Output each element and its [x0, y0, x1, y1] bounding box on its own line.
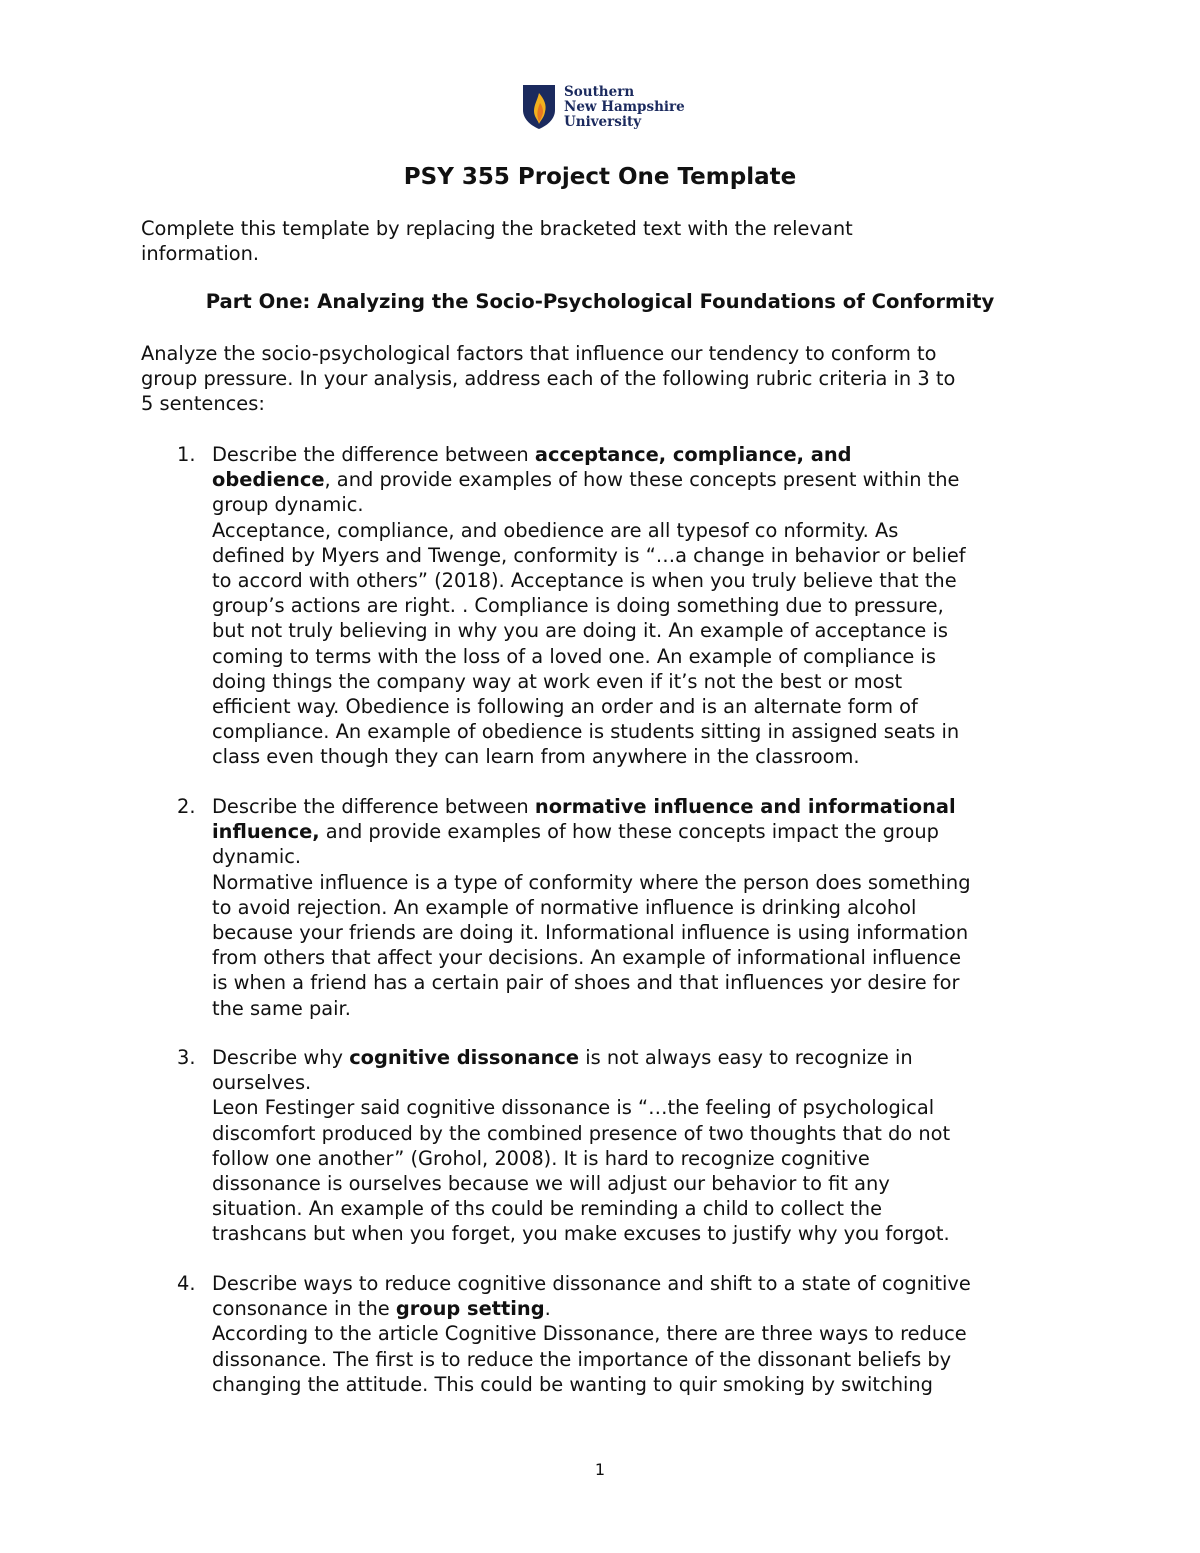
question-line: Describe ways to reduce cognitive dissonance and shift to a state of cognitive	[212, 1272, 971, 1295]
list-number: 3.	[177, 1046, 196, 1069]
intro-line-1: Complete this template by replacing the bracketed text with the relevant	[141, 217, 853, 240]
answer-line: discomfort produced by the combined presence of two thoughts that do not	[212, 1121, 951, 1145]
page-number: 1	[594, 1460, 606, 1479]
analyze-line-3: 5 sentences:	[141, 392, 265, 416]
answer-line: Normative influence is a type of conformity where the person does something	[212, 870, 971, 894]
list-number: 4.	[177, 1272, 196, 1295]
document-title: PSY 355 Project One Template	[403, 164, 797, 190]
question-line: Describe the difference between acceptance, compliance, and	[212, 443, 852, 466]
answer-line: group’s actions are right. . Compliance is doing something due to pressure,	[212, 594, 944, 618]
question-line: dynamic.	[212, 845, 302, 869]
answer-line: because your friends are doing it. Informational influence is using information	[212, 921, 969, 945]
intro-line-2: information.	[141, 242, 260, 266]
analyze-paragraph	[141, 341, 1071, 417]
answer-line: coming to terms with the loss of a loved one. An example of compliance is	[212, 644, 936, 668]
question-line: Describe the difference between normative influence and informational	[212, 795, 956, 818]
item-body	[212, 794, 1092, 1021]
answer-line: from others that affect your decisions. An example of informational influence	[212, 946, 962, 970]
list-number: 1.	[177, 443, 196, 466]
bold-term: influence,	[212, 820, 320, 844]
answer-line: Acceptance, compliance, and obedience are all typesof co nformity. As	[212, 518, 899, 542]
logo-line-1: Southern	[564, 84, 635, 100]
answer-line: class even though they can learn from anywhere in the classroom.	[212, 745, 860, 769]
item-body	[212, 1271, 1092, 1397]
answer-line: is when a friend has a certain pair of shoes and that influences yor desire for	[212, 971, 960, 995]
answer-line: Leon Festinger said cognitive dissonance is “…the feeling of psychological	[212, 1096, 935, 1120]
answer-line: but not truly believing in why you are doing it. An example of acceptance is	[212, 619, 948, 643]
university-logo	[522, 84, 685, 132]
answer-line: doing things the company way at work even if it’s not the best or most	[212, 669, 903, 693]
analyze-line-1: Analyze the socio-psychological factors that influence our tendency to conform to	[141, 342, 937, 365]
answer-line: trashcans but when you forget, you make excuses to justify why you forgot.	[212, 1222, 950, 1246]
logo-line-2: New Hampshire	[564, 99, 685, 115]
question-line: Describe why cognitive dissonance is not always easy to recognize in	[212, 1046, 913, 1069]
item-body	[212, 1045, 1092, 1247]
answer-line: According to the article Cognitive Dissonance, there are three ways to reduce	[212, 1322, 967, 1346]
bold-term: normative influence and informational	[534, 795, 956, 818]
bold-term: acceptance, compliance, and	[534, 443, 852, 466]
answer-line: dissonance. The first is to reduce the importance of the dissonant beliefs by	[212, 1347, 952, 1371]
bold-term: obedience	[212, 468, 325, 492]
question-line: influence, and provide examples of how these concepts impact the group	[212, 820, 939, 844]
logo-line-3: University	[564, 114, 642, 130]
answer-line: defined by Myers and Twenge, conformity is “…a change in behavior or belief	[212, 543, 966, 567]
question-line: ourselves.	[212, 1071, 312, 1095]
bold-term: cognitive dissonance	[349, 1046, 580, 1069]
question-line: obedience, and provide examples of how these concepts present within the	[212, 468, 960, 492]
answer-line: to accord with others” (2018). Acceptance is when you truly believe that the	[212, 569, 957, 593]
bold-term: group setting	[395, 1297, 545, 1321]
answer-line: to avoid rejection. An example of normative influence is drinking alcohol	[212, 895, 917, 919]
intro-paragraph	[141, 216, 1071, 266]
answer-line: dissonance is ourselves because we will adjust our behavior to fit any	[212, 1172, 890, 1196]
question-line: consonance in the group setting.	[212, 1297, 551, 1321]
answer-line: follow one another” (Grohol, 2008). It is hard to recognize cognitive	[212, 1146, 870, 1170]
answer-line: situation. An example of ths could be reminding a child to collect the	[212, 1197, 883, 1221]
answer-line: efficient way. Obedience is following an order and is an alternate form of	[212, 695, 918, 719]
question-line: group dynamic.	[212, 493, 364, 517]
logo-wordmark	[564, 85, 685, 130]
answer-line: compliance. An example of obedience is students sitting in assigned seats in	[212, 720, 960, 744]
analyze-line-2: group pressure. In your analysis, address each of the following rubric criteria in 3 to	[141, 367, 956, 391]
flame-shield-icon	[522, 84, 556, 130]
answer-line: changing the attitude. This could be wanting to quir smoking by switching	[212, 1372, 933, 1396]
item-body	[212, 442, 1092, 770]
answer-line: the same pair.	[212, 996, 351, 1020]
part-one-heading: Part One: Analyzing the Socio-Psychological Foundations of Conformity	[205, 290, 995, 313]
list-number: 2.	[177, 795, 196, 818]
